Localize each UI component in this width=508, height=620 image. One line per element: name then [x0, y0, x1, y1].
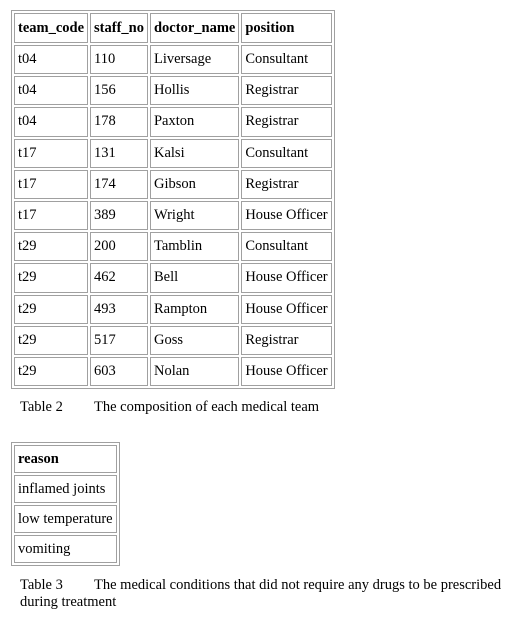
- table3-caption-text-2: during treatment: [20, 594, 117, 610]
- table-row: [14, 326, 332, 355]
- table-row: [14, 357, 332, 386]
- header-staff-no: staff_no: [90, 13, 148, 43]
- table-row: [14, 45, 332, 74]
- cell-doctor-name: Goss: [150, 326, 239, 355]
- cell-position: Consultant: [241, 45, 331, 74]
- cell-staff-no: 462: [90, 263, 148, 292]
- cell-position: Consultant: [241, 232, 331, 261]
- cell-staff-no: 156: [90, 76, 148, 105]
- table-row: [14, 535, 117, 563]
- cell-doctor-name: Nolan: [150, 357, 239, 386]
- cell-team-code: t29: [14, 326, 88, 355]
- table-row: [14, 505, 117, 533]
- header-doctor-name: doctor_name: [150, 13, 239, 43]
- cell-position: Registrar: [241, 76, 331, 105]
- cell-team-code: t04: [14, 45, 88, 74]
- cell-staff-no: 174: [90, 170, 148, 199]
- cell-doctor-name: Gibson: [150, 170, 239, 199]
- cell-team-code: t17: [14, 139, 88, 168]
- cell-team-code: t17: [14, 170, 88, 199]
- cell-team-code: t29: [14, 295, 88, 324]
- cell-team-code: t04: [14, 107, 88, 136]
- cell-position: Registrar: [241, 326, 331, 355]
- cell-staff-no: 131: [90, 139, 148, 168]
- table2-caption-text: The composition of each medical team: [94, 399, 320, 415]
- table-row: [14, 263, 332, 292]
- cell-team-code: t04: [14, 76, 88, 105]
- cell-doctor-name: Hollis: [150, 76, 239, 105]
- cell-position: House Officer: [241, 357, 331, 386]
- table-row: [14, 232, 332, 261]
- cell-doctor-name: Wright: [150, 201, 239, 230]
- table-row: [14, 295, 332, 324]
- table2-caption-number: Table 2: [20, 399, 63, 415]
- table-row: [14, 76, 332, 105]
- cell-reason: vomiting: [14, 535, 117, 563]
- cell-position: Consultant: [241, 139, 331, 168]
- cell-staff-no: 389: [90, 201, 148, 230]
- cell-reason: inflamed joints: [14, 475, 117, 503]
- table2-caption: [20, 399, 319, 416]
- table3-caption: [20, 577, 501, 611]
- cell-reason: low temperature: [14, 505, 117, 533]
- cell-position: House Officer: [241, 263, 331, 292]
- cell-staff-no: 110: [90, 45, 148, 74]
- header-reason: reason: [14, 445, 117, 473]
- table-row: [14, 107, 332, 136]
- header-position: position: [241, 13, 331, 43]
- cell-team-code: t29: [14, 263, 88, 292]
- cell-staff-no: 200: [90, 232, 148, 261]
- table3-caption-text-1: The medical conditions that did not require any drugs to be prescribed: [94, 577, 502, 593]
- cell-doctor-name: Kalsi: [150, 139, 239, 168]
- cell-doctor-name: Rampton: [150, 295, 239, 324]
- medical-team-table: [11, 10, 335, 389]
- conditions-table: [11, 442, 120, 566]
- cell-doctor-name: Bell: [150, 263, 239, 292]
- cell-position: Registrar: [241, 107, 331, 136]
- cell-team-code: t17: [14, 201, 88, 230]
- cell-team-code: t29: [14, 357, 88, 386]
- cell-staff-no: 603: [90, 357, 148, 386]
- table3-caption-line-1: [20, 577, 501, 594]
- cell-position: Registrar: [241, 170, 331, 199]
- cell-position: House Officer: [241, 201, 331, 230]
- table-header-row: [14, 13, 332, 43]
- table-row: [14, 170, 332, 199]
- cell-staff-no: 517: [90, 326, 148, 355]
- cell-doctor-name: Tamblin: [150, 232, 239, 261]
- table-row: [14, 201, 332, 230]
- table-row: [14, 475, 117, 503]
- table-header-row: [14, 445, 117, 473]
- cell-team-code: t29: [14, 232, 88, 261]
- table3-caption-number: Table 3: [20, 577, 63, 593]
- cell-doctor-name: Paxton: [150, 107, 239, 136]
- header-team-code: team_code: [14, 13, 88, 43]
- table-row: [14, 139, 332, 168]
- cell-doctor-name: Liversage: [150, 45, 239, 74]
- cell-position: House Officer: [241, 295, 331, 324]
- cell-staff-no: 178: [90, 107, 148, 136]
- cell-staff-no: 493: [90, 295, 148, 324]
